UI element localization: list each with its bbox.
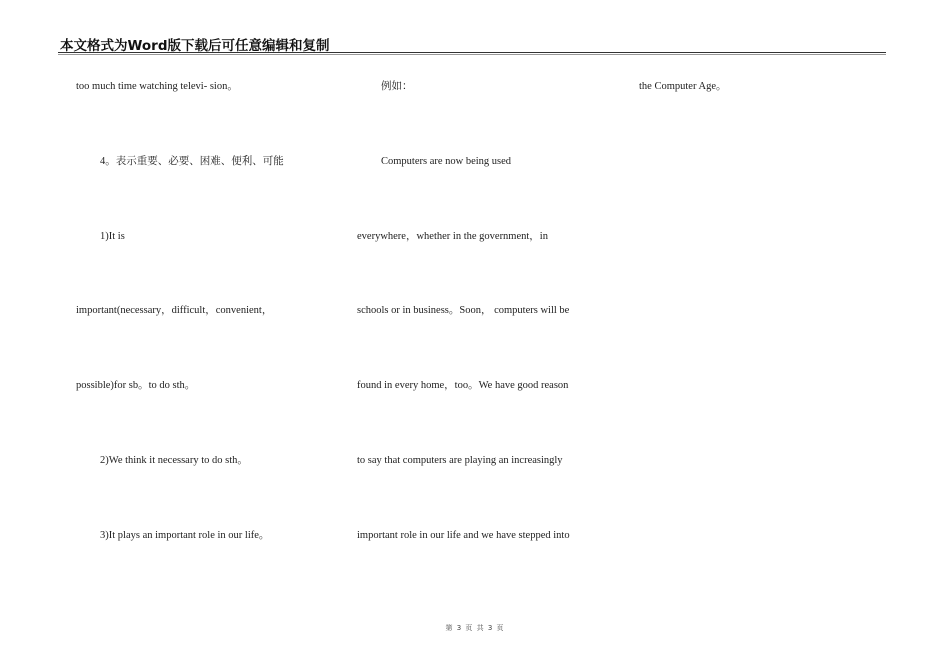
page-footer: 第 3 页 共 3 页	[445, 624, 505, 632]
left-line-3: 1)It is	[100, 231, 125, 242]
left-line-4: important(necessary，difficult，convenient，	[76, 305, 273, 316]
header-title: 本文格式为Word版下载后可任意编辑和复制	[60, 38, 330, 54]
middle-line-2: Computers are now being used	[381, 156, 512, 167]
middle-line-4: schools or in business。Soon， computers will be	[357, 305, 570, 316]
right-line-1: the Computer Age。	[639, 81, 727, 92]
middle-line-7: important role in our life and we have stepped into	[357, 530, 570, 541]
middle-line-1: 例如：	[381, 81, 413, 92]
header-divider	[58, 52, 886, 53]
left-line-2: 4。表示重要、必要、困难、便利、可能	[100, 156, 284, 167]
middle-line-3: everywhere，whether in the government，in	[357, 231, 548, 242]
middle-line-5: found in every home，too。We have good reason	[357, 380, 569, 391]
left-line-7: 3)It plays an important role in our life。	[100, 530, 270, 541]
left-line-5: possible)for sb。to do sth。	[76, 380, 196, 391]
left-line-6: 2)We think it necessary to do sth。	[100, 455, 248, 466]
middle-line-6: to say that computers are playing an increasingly	[357, 455, 563, 466]
left-line-1: too much time watching televi- sion。	[76, 81, 238, 92]
header-divider-thin	[58, 54, 886, 55]
